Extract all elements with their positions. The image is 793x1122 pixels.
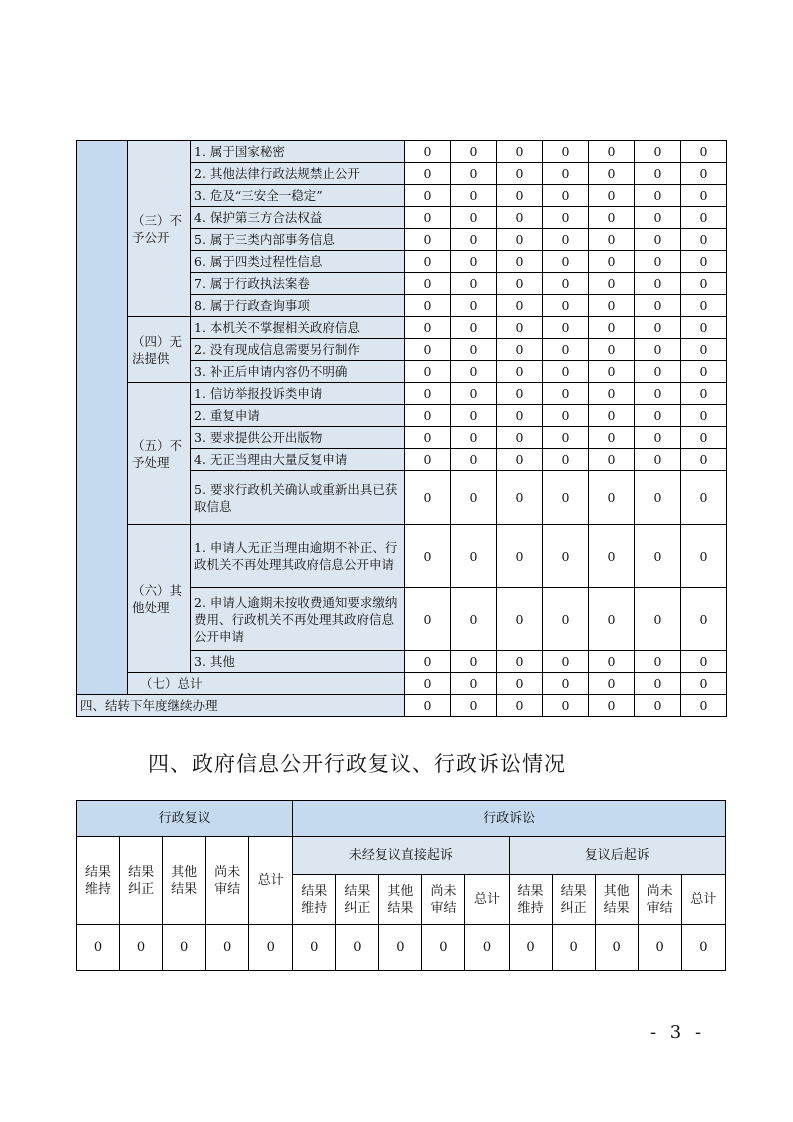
value-cell: 0: [681, 339, 727, 361]
value-cell: 0: [589, 405, 635, 427]
value-cell: 0: [681, 317, 727, 339]
value-cell: 0: [497, 273, 543, 295]
value-cell: 0: [497, 383, 543, 405]
value-cell: 0: [451, 295, 497, 317]
item-label: 8. 属于行政查询事项: [191, 295, 405, 317]
value-cell: 0: [497, 405, 543, 427]
value-cell: 0: [543, 163, 589, 185]
review-col-1: 结果纠正: [120, 837, 163, 925]
after-col-0: 结果维持: [509, 875, 552, 925]
table-row: [77, 317, 727, 339]
value-cell: 0: [589, 141, 635, 163]
value-cell: 0: [635, 383, 681, 405]
value-cell: 0: [635, 405, 681, 427]
value-cell: 0: [589, 229, 635, 251]
value-cell: 0: [405, 673, 451, 695]
after-col-4: 总计: [681, 875, 725, 925]
value-cell: 0: [405, 383, 451, 405]
after-col-1: 结果纠正: [552, 875, 595, 925]
value-cell: 0: [635, 317, 681, 339]
value-cell: 0: [405, 295, 451, 317]
total-row: [77, 673, 727, 695]
value-cell: 0: [635, 525, 681, 588]
item-label: 2. 申请人逾期未按收费通知要求缴纳费用、行政机关不再处理其政府信息公开申请: [191, 588, 405, 651]
review-col-3: 尚未审结: [206, 837, 249, 925]
value-cell: 0: [595, 925, 638, 971]
value-cell: 0: [451, 273, 497, 295]
value-cell: 0: [543, 295, 589, 317]
item-label: 3. 其他: [191, 651, 405, 673]
value-cell: 0: [451, 525, 497, 588]
value-cell: 0: [497, 207, 543, 229]
direct-col-0: 结果维持: [293, 875, 336, 925]
value-cell: 0: [589, 317, 635, 339]
value-cell: 0: [589, 361, 635, 383]
table-row: [77, 525, 727, 588]
value-cell: 0: [543, 471, 589, 525]
value-cell: 0: [543, 273, 589, 295]
value-cell: 0: [635, 427, 681, 449]
value-cell: 0: [465, 925, 509, 971]
value-cell: 0: [451, 405, 497, 427]
value-cell: 0: [589, 427, 635, 449]
value-cell: 0: [543, 525, 589, 588]
value-cell: 0: [681, 449, 727, 471]
value-cell: 0: [497, 427, 543, 449]
value-cell: 0: [681, 925, 725, 971]
item-label: 1. 本机关不掌握相关政府信息: [191, 317, 405, 339]
value-cell: 0: [543, 207, 589, 229]
value-cell: 0: [379, 925, 422, 971]
value-cell: 0: [405, 207, 451, 229]
value-cell: 0: [405, 163, 451, 185]
value-cell: 0: [635, 207, 681, 229]
value-cell: 0: [497, 588, 543, 651]
item-label: 3. 要求提供公开出版物: [191, 427, 405, 449]
after-review-header: 复议后起诉: [509, 837, 725, 875]
item-label: 3. 补正后申请内容仍不明确: [191, 361, 405, 383]
value-cell: 0: [543, 185, 589, 207]
direct-suit-header: 未经复议直接起诉: [293, 837, 509, 875]
value-cell: 0: [543, 651, 589, 673]
value-cell: 0: [681, 163, 727, 185]
value-cell: 0: [681, 229, 727, 251]
value-cell: 0: [451, 207, 497, 229]
value-cell: 0: [681, 471, 727, 525]
value-cell: 0: [405, 273, 451, 295]
value-cell: 0: [451, 383, 497, 405]
value-cell: 0: [497, 141, 543, 163]
value-cell: 0: [405, 525, 451, 588]
value-cell: 0: [543, 339, 589, 361]
value-cell: 0: [638, 925, 681, 971]
review-col-4: 总计: [249, 837, 293, 925]
value-cell: 0: [543, 361, 589, 383]
category-cell: [77, 141, 128, 695]
value-cell: 0: [497, 185, 543, 207]
item-label: 7. 属于行政执法案卷: [191, 273, 405, 295]
value-cell: 0: [405, 695, 451, 717]
item-label: 1. 属于国家秘密: [191, 141, 405, 163]
value-cell: 0: [681, 427, 727, 449]
value-cell: 0: [635, 673, 681, 695]
value-cell: 0: [589, 673, 635, 695]
value-cell: 0: [249, 925, 293, 971]
value-cell: 0: [543, 427, 589, 449]
value-cell: 0: [405, 449, 451, 471]
value-cell: 0: [635, 273, 681, 295]
review-col-0: 结果维持: [77, 837, 120, 925]
value-cell: 0: [451, 339, 497, 361]
value-cell: 0: [451, 229, 497, 251]
value-cell: 0: [543, 588, 589, 651]
value-cell: 0: [405, 361, 451, 383]
value-cell: 0: [635, 588, 681, 651]
value-cell: 0: [405, 317, 451, 339]
value-cell: 0: [589, 295, 635, 317]
item-label: 2. 没有现成信息需要另行制作: [191, 339, 405, 361]
item-label: 5. 属于三类内部事务信息: [191, 229, 405, 251]
item-label: 2. 重复申请: [191, 405, 405, 427]
direct-col-4: 总计: [465, 875, 509, 925]
value-cell: 0: [497, 449, 543, 471]
value-cell: 0: [509, 925, 552, 971]
value-cell: 0: [451, 185, 497, 207]
value-cell: 0: [451, 317, 497, 339]
value-cell: 0: [120, 925, 163, 971]
value-cell: 0: [497, 471, 543, 525]
value-cell: 0: [451, 651, 497, 673]
value-cell: 0: [681, 361, 727, 383]
value-cell: 0: [681, 651, 727, 673]
value-cell: 0: [543, 251, 589, 273]
item-label: 4. 无正当理由大量反复申请: [191, 449, 405, 471]
value-cell: 0: [497, 229, 543, 251]
value-cell: 0: [635, 361, 681, 383]
value-cell: 0: [589, 207, 635, 229]
value-cell: 0: [589, 651, 635, 673]
value-cell: 0: [635, 163, 681, 185]
value-cell: 0: [635, 651, 681, 673]
value-cell: 0: [543, 317, 589, 339]
value-cell: 0: [543, 695, 589, 717]
value-cell: 0: [681, 251, 727, 273]
value-cell: 0: [497, 163, 543, 185]
review-litigation-values-row: [77, 925, 726, 971]
group-label: （五）不予处理: [128, 383, 191, 525]
value-cell: 0: [635, 471, 681, 525]
value-cell: 0: [336, 925, 379, 971]
value-cell: 0: [681, 525, 727, 588]
value-cell: 0: [589, 383, 635, 405]
group-label: （三）不予公开: [128, 141, 191, 317]
value-cell: 0: [163, 925, 206, 971]
item-label: 6. 属于四类过程性信息: [191, 251, 405, 273]
value-cell: 0: [405, 141, 451, 163]
value-cell: 0: [552, 925, 595, 971]
value-cell: 0: [635, 229, 681, 251]
value-cell: 0: [543, 673, 589, 695]
value-cell: 0: [451, 251, 497, 273]
value-cell: 0: [589, 588, 635, 651]
value-cell: 0: [77, 925, 120, 971]
value-cell: 0: [451, 361, 497, 383]
table-row: [77, 383, 727, 405]
item-label: 1. 申请人无正当理由逾期不补正、行政机关不再处理其政府信息公开申请: [191, 525, 405, 588]
item-label: 3. 危及“三安全一稳定”: [191, 185, 405, 207]
value-cell: 0: [497, 651, 543, 673]
value-cell: 0: [635, 339, 681, 361]
value-cell: 0: [405, 471, 451, 525]
value-cell: 0: [451, 163, 497, 185]
value-cell: 0: [543, 229, 589, 251]
value-cell: 0: [405, 651, 451, 673]
value-cell: 0: [497, 339, 543, 361]
value-cell: 0: [635, 695, 681, 717]
value-cell: 0: [451, 471, 497, 525]
value-cell: 0: [405, 405, 451, 427]
value-cell: 0: [589, 273, 635, 295]
value-cell: 0: [589, 339, 635, 361]
value-cell: 0: [543, 449, 589, 471]
disclosure-results-table: [76, 140, 727, 717]
carry-over-label: 四、结转下年度继续办理: [77, 695, 405, 717]
item-label: 5. 要求行政机关确认或重新出具已获取信息: [191, 471, 405, 525]
item-label: 1. 信访举报投诉类申请: [191, 383, 405, 405]
after-col-2: 其他结果: [595, 875, 638, 925]
value-cell: 0: [681, 141, 727, 163]
group-label: （四）无法提供: [128, 317, 191, 383]
value-cell: 0: [543, 141, 589, 163]
value-cell: 0: [589, 449, 635, 471]
review-col-2: 其他结果: [163, 837, 206, 925]
review-header: 行政复议: [77, 801, 293, 837]
value-cell: 0: [681, 383, 727, 405]
total-label: （七）总计: [128, 673, 405, 695]
page-number: - 3 -: [650, 1022, 706, 1043]
value-cell: 0: [405, 427, 451, 449]
value-cell: 0: [451, 427, 497, 449]
value-cell: 0: [422, 925, 465, 971]
value-cell: 0: [405, 251, 451, 273]
value-cell: 0: [293, 925, 336, 971]
value-cell: 0: [635, 185, 681, 207]
direct-col-2: 其他结果: [379, 875, 422, 925]
value-cell: 0: [635, 295, 681, 317]
value-cell: 0: [635, 251, 681, 273]
section-heading: 四、政府信息公开行政复议、行政诉讼情况: [148, 752, 566, 776]
item-label: 2. 其他法律行政法规禁止公开: [191, 163, 405, 185]
value-cell: 0: [589, 471, 635, 525]
value-cell: 0: [451, 695, 497, 717]
value-cell: 0: [543, 383, 589, 405]
carry-over-row: [77, 695, 727, 717]
value-cell: 0: [206, 925, 249, 971]
value-cell: 0: [405, 339, 451, 361]
value-cell: 0: [497, 251, 543, 273]
value-cell: 0: [681, 673, 727, 695]
value-cell: 0: [497, 361, 543, 383]
value-cell: 0: [681, 207, 727, 229]
value-cell: 0: [405, 229, 451, 251]
value-cell: 0: [497, 673, 543, 695]
value-cell: 0: [405, 185, 451, 207]
value-cell: 0: [451, 449, 497, 471]
value-cell: 0: [681, 588, 727, 651]
value-cell: 0: [681, 273, 727, 295]
value-cell: 0: [497, 525, 543, 588]
value-cell: 0: [451, 588, 497, 651]
litigation-header: 行政诉讼: [293, 801, 726, 837]
item-label: 4. 保护第三方合法权益: [191, 207, 405, 229]
direct-col-1: 结果纠正: [336, 875, 379, 925]
value-cell: 0: [635, 141, 681, 163]
value-cell: 0: [589, 185, 635, 207]
value-cell: 0: [681, 695, 727, 717]
value-cell: 0: [635, 449, 681, 471]
value-cell: 0: [497, 695, 543, 717]
value-cell: 0: [681, 405, 727, 427]
value-cell: 0: [451, 141, 497, 163]
value-cell: 0: [543, 405, 589, 427]
review-litigation-table: [76, 800, 726, 971]
value-cell: 0: [589, 695, 635, 717]
value-cell: 0: [589, 251, 635, 273]
value-cell: 0: [451, 673, 497, 695]
after-col-3: 尚未审结: [638, 875, 681, 925]
value-cell: 0: [681, 185, 727, 207]
value-cell: 0: [497, 317, 543, 339]
value-cell: 0: [589, 163, 635, 185]
value-cell: 0: [405, 588, 451, 651]
direct-col-3: 尚未审结: [422, 875, 465, 925]
value-cell: 0: [681, 295, 727, 317]
group-label: （六）其他处理: [128, 525, 191, 673]
value-cell: 0: [589, 525, 635, 588]
value-cell: 0: [497, 295, 543, 317]
table-row: [77, 141, 727, 163]
